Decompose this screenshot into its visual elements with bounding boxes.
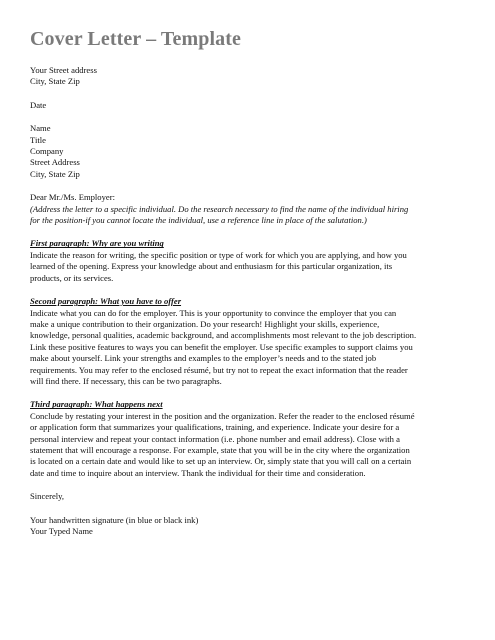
salutation-note-line: (Address the letter to a specific individual. Do the research necessary to find the name of the individual hiring bbox=[30, 203, 409, 214]
salutation-block bbox=[30, 192, 451, 226]
recipient-company: Company bbox=[30, 146, 64, 157]
sender-city: City, State Zip bbox=[30, 76, 80, 87]
date-line bbox=[30, 100, 451, 111]
paragraph-line: products, or its services. bbox=[30, 272, 114, 283]
paragraph-2 bbox=[30, 296, 451, 387]
paragraph-3-heading: Third paragraph: What happens next bbox=[30, 399, 163, 410]
paragraph-line: learned of the opening. Express your knowledge about and enthusiasm for this particular organization, its bbox=[30, 261, 393, 272]
recipient-address bbox=[30, 123, 451, 180]
signature-block bbox=[30, 515, 451, 538]
paragraph-line: Link these positive features to ways you can benefit the employer. Use specific examples to support claims you bbox=[30, 341, 413, 352]
paragraph-line: make a unique contribution to their organization. Do your research! Highlight your skills, experience, bbox=[30, 318, 380, 329]
paragraph-line: Indicate the reason for writing, the specific position or type of work for which you are applying, and how you bbox=[30, 249, 407, 260]
closing: Sincerely, bbox=[30, 491, 65, 502]
recipient-city: City, State Zip bbox=[30, 168, 80, 179]
paragraph-line: will find there. If necessary, this can be two paragraphs. bbox=[30, 375, 222, 386]
typed-name: Your Typed Name bbox=[30, 526, 93, 536]
paragraph-1 bbox=[30, 238, 451, 284]
paragraph-2-heading: Second paragraph: What you have to offer bbox=[30, 296, 182, 307]
signature-line: Your handwritten signature (in blue or black ink) bbox=[30, 514, 199, 525]
sender-street: Your Street address bbox=[30, 65, 97, 75]
sender-address bbox=[30, 65, 451, 88]
date-text: Date bbox=[30, 99, 47, 110]
salutation-note-line: for the position-if you cannot locate the individual, use a reference line in place of the salutation.) bbox=[30, 215, 367, 226]
closing-block bbox=[30, 491, 451, 502]
paragraph-line: make about yourself. Link your strengths and examples to the employer’s needs and to the stated job bbox=[30, 353, 377, 364]
paragraph-line: personal interview and repeat your contact information (i.e. phone number and email address). Close with a bbox=[30, 433, 400, 444]
paragraph-3 bbox=[30, 399, 451, 479]
recipient-name: Name bbox=[30, 123, 51, 134]
page-title: Cover Letter – Template bbox=[30, 28, 241, 50]
recipient-title: Title bbox=[30, 134, 46, 145]
paragraph-line: Conclude by restating your interest in the position and the organization. Refer the reader to the enclosed résumé bbox=[30, 410, 415, 421]
paragraph-line: knowledge, personal qualities, academic background, and accomplishments most relevant to the job description. bbox=[30, 330, 417, 341]
paragraph-line: Indicate what you can do for the employer. This is your opportunity to convince the employer that you can bbox=[30, 307, 397, 318]
recipient-street: Street Address bbox=[30, 157, 80, 168]
paragraph-line: statement that will encourage a response. For example, state that you will be in the city where the organization bbox=[30, 444, 410, 455]
paragraph-line: or application form that summarizes your qualifications, training, and experience. Indicate your desire for a bbox=[30, 422, 400, 433]
paragraph-line: requirements. You may refer to the enclosed résumé, but try not to repeat the exact information that the reader bbox=[30, 364, 408, 375]
paragraph-1-heading: First paragraph: Why are you writing bbox=[30, 238, 164, 249]
paragraph-line: date and time to inquire about an interview. Thank the individual for their time and consideration. bbox=[30, 467, 366, 478]
paragraph-line: is located on a certain date and would like to set up an interview. Or, simply state that you will call on a certain bbox=[30, 456, 412, 467]
salutation: Dear Mr./Ms. Employer: bbox=[30, 192, 115, 203]
